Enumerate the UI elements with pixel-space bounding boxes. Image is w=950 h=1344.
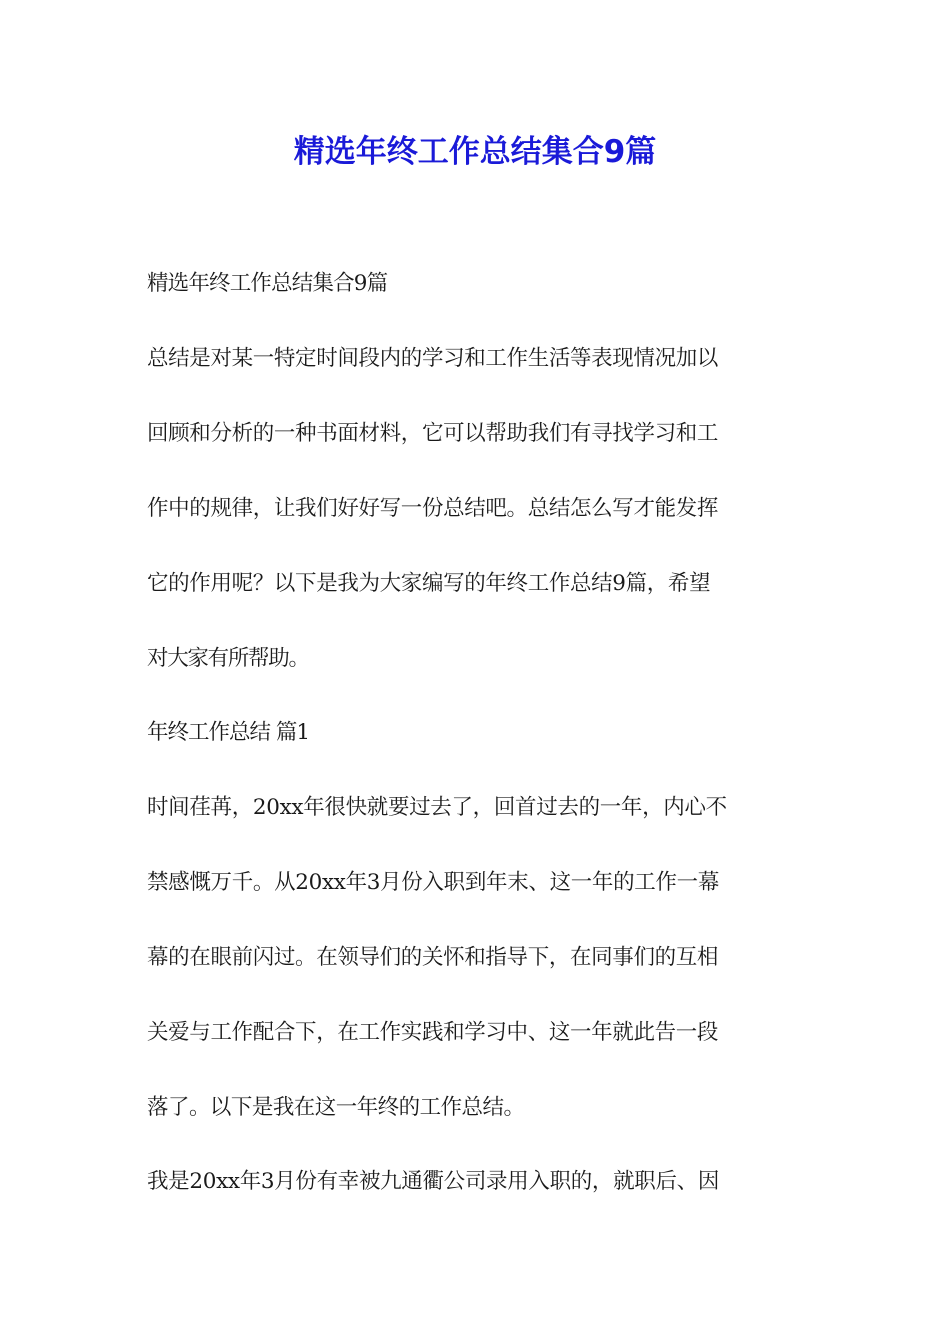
paragraph-line: 我是20xx年3月份有幸被九通衢公司录用入职的，就职后、因 (147, 1169, 720, 1194)
paragraph-line: 关爱与工作配合下，在工作实践和学习中、这一年就此告一段 (147, 1020, 719, 1045)
paragraph-line: 对大家有所帮助。 (147, 646, 309, 671)
paragraph-line: 总结是对某一特定时间段内的学习和工作生活等表现情况加以 (147, 346, 719, 371)
paragraph-line: 它的作用呢？以下是我为大家编写的年终工作总结9篇，希望 (147, 571, 711, 596)
subtitle-line: 精选年终工作总结集合9篇 (147, 271, 388, 296)
paragraph-line: 回顾和分析的一种书面材料，它可以帮助我们有寻找学习和工 (147, 421, 719, 446)
section-heading: 年终工作总结 篇1 (147, 720, 310, 745)
document-title: 精选年终工作总结集合9篇 (293, 134, 657, 170)
paragraph-line: 时间荏苒，20xx年很快就要过去了，回首过去的一年，内心不 (147, 795, 727, 820)
paragraph-line: 禁感慨万千。从20xx年3月份入职到年末、这一年的工作一幕 (147, 870, 720, 895)
paragraph-line: 落了。以下是我在这一年终的工作总结。 (147, 1095, 525, 1120)
paragraph-line: 作中的规律，让我们好好写一份总结吧。总结怎么写才能发挥 (147, 496, 719, 521)
paragraph-line: 幕的在眼前闪过。在领导们的关怀和指导下，在同事们的互相 (147, 945, 719, 970)
